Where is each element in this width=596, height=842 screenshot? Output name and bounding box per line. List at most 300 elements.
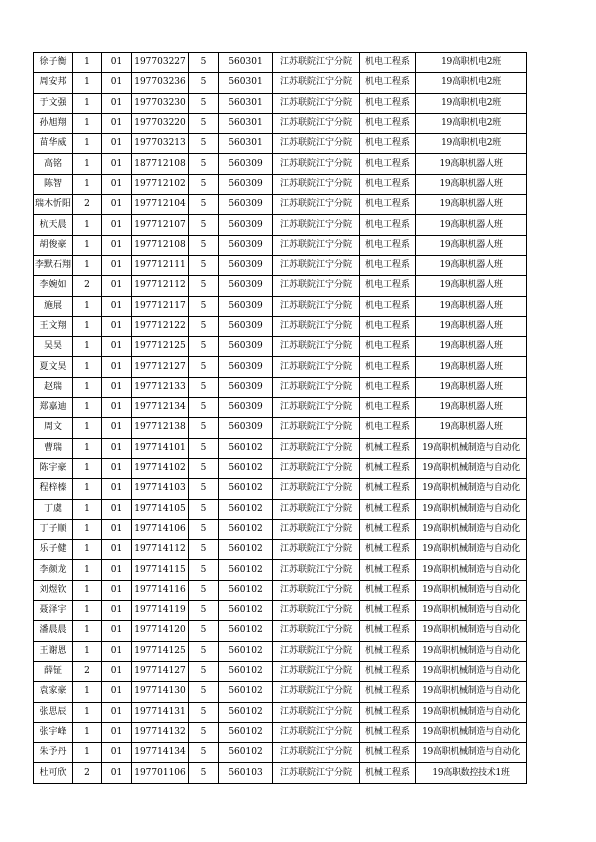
class-cell: 19高职机械制造与自动化 <box>416 560 527 580</box>
gender-cell: 1 <box>73 255 102 275</box>
student-id-cell: 197714130 <box>132 682 189 702</box>
class-cell: 19高职机器人班 <box>416 398 527 418</box>
class-cell: 19高职机器人班 <box>416 316 527 336</box>
class-cell: 19高职机器人班 <box>416 235 527 255</box>
years-cell: 5 <box>189 134 219 154</box>
table-row <box>34 113 527 133</box>
gender-cell: 1 <box>73 702 102 722</box>
name-cell: 聂泽宇 <box>34 601 73 621</box>
gender-cell: 1 <box>73 458 102 478</box>
department-cell: 机电工程系 <box>360 195 416 215</box>
class-cell: 19高职机器人班 <box>416 418 527 438</box>
campus-cell: 江苏联院江宁分院 <box>273 540 360 560</box>
gender-cell: 1 <box>73 113 102 133</box>
student-id-cell: 187712108 <box>132 154 189 174</box>
code-cell: 01 <box>102 702 132 722</box>
department-cell: 机械工程系 <box>360 722 416 742</box>
gender-cell: 1 <box>73 93 102 113</box>
table-row <box>34 377 527 397</box>
class-cell: 19高职机器人班 <box>416 296 527 316</box>
code-cell: 01 <box>102 722 132 742</box>
code-cell: 01 <box>102 743 132 763</box>
code-cell: 01 <box>102 682 132 702</box>
table-body <box>34 53 527 784</box>
gender-cell: 2 <box>73 763 102 783</box>
table-row <box>34 580 527 600</box>
student-id-cell: 197714101 <box>132 438 189 458</box>
code-cell: 01 <box>102 763 132 783</box>
gender-cell: 1 <box>73 235 102 255</box>
table-row <box>34 458 527 478</box>
campus-cell: 江苏联院江宁分院 <box>273 154 360 174</box>
years-cell: 5 <box>189 195 219 215</box>
major-code-cell: 560102 <box>219 601 273 621</box>
major-code-cell: 560309 <box>219 235 273 255</box>
name-cell: 高铭 <box>34 154 73 174</box>
gender-cell: 1 <box>73 601 102 621</box>
department-cell: 机械工程系 <box>360 438 416 458</box>
campus-cell: 江苏联院江宁分院 <box>273 458 360 478</box>
campus-cell: 江苏联院江宁分院 <box>273 661 360 681</box>
major-code-cell: 560102 <box>219 621 273 641</box>
code-cell: 01 <box>102 601 132 621</box>
department-cell: 机电工程系 <box>360 316 416 336</box>
table-row <box>34 661 527 681</box>
class-cell: 19高职机械制造与自动化 <box>416 519 527 539</box>
name-cell: 李颜龙 <box>34 560 73 580</box>
department-cell: 机械工程系 <box>360 458 416 478</box>
code-cell: 01 <box>102 134 132 154</box>
name-cell: 胡俊豪 <box>34 235 73 255</box>
department-cell: 机械工程系 <box>360 702 416 722</box>
campus-cell: 江苏联院江宁分院 <box>273 113 360 133</box>
department-cell: 机电工程系 <box>360 215 416 235</box>
table-row <box>34 641 527 661</box>
campus-cell: 江苏联院江宁分院 <box>273 702 360 722</box>
code-cell: 01 <box>102 458 132 478</box>
table-row <box>34 296 527 316</box>
campus-cell: 江苏联院江宁分院 <box>273 316 360 336</box>
code-cell: 01 <box>102 195 132 215</box>
class-cell: 19高职机械制造与自动化 <box>416 621 527 641</box>
campus-cell: 江苏联院江宁分院 <box>273 621 360 641</box>
student-id-cell: 197703227 <box>132 53 189 73</box>
code-cell: 01 <box>102 418 132 438</box>
department-cell: 机械工程系 <box>360 580 416 600</box>
class-cell: 19高职机器人班 <box>416 255 527 275</box>
campus-cell: 江苏联院江宁分院 <box>273 682 360 702</box>
class-cell: 19高职机械制造与自动化 <box>416 479 527 499</box>
years-cell: 5 <box>189 458 219 478</box>
department-cell: 机电工程系 <box>360 276 416 296</box>
student-id-cell: 197714131 <box>132 702 189 722</box>
campus-cell: 江苏联院江宁分院 <box>273 398 360 418</box>
code-cell: 01 <box>102 276 132 296</box>
table-row <box>34 316 527 336</box>
gender-cell: 1 <box>73 357 102 377</box>
campus-cell: 江苏联院江宁分院 <box>273 601 360 621</box>
class-cell: 19高职数控技术1班 <box>416 763 527 783</box>
years-cell: 5 <box>189 113 219 133</box>
department-cell: 机电工程系 <box>360 418 416 438</box>
major-code-cell: 560309 <box>219 195 273 215</box>
code-cell: 01 <box>102 93 132 113</box>
campus-cell: 江苏联院江宁分院 <box>273 174 360 194</box>
student-id-cell: 197712122 <box>132 316 189 336</box>
student-id-cell: 197712107 <box>132 215 189 235</box>
major-code-cell: 560309 <box>219 316 273 336</box>
name-cell: 张思辰 <box>34 702 73 722</box>
campus-cell: 江苏联院江宁分院 <box>273 499 360 519</box>
table-row <box>34 174 527 194</box>
name-cell: 徐子衡 <box>34 53 73 73</box>
code-cell: 01 <box>102 479 132 499</box>
major-code-cell: 560102 <box>219 438 273 458</box>
campus-cell: 江苏联院江宁分院 <box>273 580 360 600</box>
major-code-cell: 560103 <box>219 763 273 783</box>
class-cell: 19高职机器人班 <box>416 276 527 296</box>
campus-cell: 江苏联院江宁分院 <box>273 195 360 215</box>
campus-cell: 江苏联院江宁分院 <box>273 255 360 275</box>
table-row <box>34 357 527 377</box>
table-row <box>34 276 527 296</box>
campus-cell: 江苏联院江宁分院 <box>273 235 360 255</box>
name-cell: 施展 <box>34 296 73 316</box>
table-row <box>34 398 527 418</box>
years-cell: 5 <box>189 316 219 336</box>
code-cell: 01 <box>102 235 132 255</box>
student-id-cell: 197714134 <box>132 743 189 763</box>
code-cell: 01 <box>102 174 132 194</box>
major-code-cell: 560309 <box>219 337 273 357</box>
table-row <box>34 73 527 93</box>
class-cell: 19高职机器人班 <box>416 215 527 235</box>
gender-cell: 1 <box>73 641 102 661</box>
student-id-cell: 197712112 <box>132 276 189 296</box>
department-cell: 机械工程系 <box>360 479 416 499</box>
name-cell: 周安邦 <box>34 73 73 93</box>
department-cell: 机械工程系 <box>360 519 416 539</box>
campus-cell: 江苏联院江宁分院 <box>273 722 360 742</box>
name-cell: 刘煜钦 <box>34 580 73 600</box>
gender-cell: 1 <box>73 73 102 93</box>
class-cell: 19高职机电2班 <box>416 134 527 154</box>
department-cell: 机电工程系 <box>360 93 416 113</box>
major-code-cell: 560102 <box>219 661 273 681</box>
major-code-cell: 560102 <box>219 722 273 742</box>
table-row <box>34 479 527 499</box>
years-cell: 5 <box>189 418 219 438</box>
campus-cell: 江苏联院江宁分院 <box>273 73 360 93</box>
class-cell: 19高职机电2班 <box>416 93 527 113</box>
code-cell: 01 <box>102 255 132 275</box>
code-cell: 01 <box>102 438 132 458</box>
student-id-cell: 197712117 <box>132 296 189 316</box>
major-code-cell: 560102 <box>219 458 273 478</box>
gender-cell: 1 <box>73 337 102 357</box>
class-cell: 19高职机械制造与自动化 <box>416 499 527 519</box>
campus-cell: 江苏联院江宁分院 <box>273 418 360 438</box>
major-code-cell: 560309 <box>219 276 273 296</box>
student-id-cell: 197712134 <box>132 398 189 418</box>
campus-cell: 江苏联院江宁分院 <box>273 438 360 458</box>
student-id-cell: 197712125 <box>132 337 189 357</box>
years-cell: 5 <box>189 398 219 418</box>
code-cell: 01 <box>102 215 132 235</box>
department-cell: 机械工程系 <box>360 499 416 519</box>
years-cell: 5 <box>189 215 219 235</box>
gender-cell: 1 <box>73 438 102 458</box>
student-id-cell: 197714116 <box>132 580 189 600</box>
years-cell: 5 <box>189 479 219 499</box>
name-cell: 于文强 <box>34 93 73 113</box>
class-cell: 19高职机械制造与自动化 <box>416 743 527 763</box>
class-cell: 19高职机械制造与自动化 <box>416 458 527 478</box>
name-cell: 郑嘉迪 <box>34 398 73 418</box>
gender-cell: 1 <box>73 377 102 397</box>
gender-cell: 1 <box>73 479 102 499</box>
major-code-cell: 560301 <box>219 53 273 73</box>
campus-cell: 江苏联院江宁分院 <box>273 215 360 235</box>
years-cell: 5 <box>189 702 219 722</box>
class-cell: 19高职机械制造与自动化 <box>416 682 527 702</box>
table-row <box>34 540 527 560</box>
code-cell: 01 <box>102 540 132 560</box>
gender-cell: 2 <box>73 661 102 681</box>
table-row <box>34 93 527 113</box>
class-cell: 19高职机器人班 <box>416 337 527 357</box>
years-cell: 5 <box>189 235 219 255</box>
table-row <box>34 154 527 174</box>
table-row <box>34 195 527 215</box>
name-cell: 杜可欣 <box>34 763 73 783</box>
gender-cell: 1 <box>73 418 102 438</box>
major-code-cell: 560301 <box>219 134 273 154</box>
department-cell: 机电工程系 <box>360 377 416 397</box>
years-cell: 5 <box>189 682 219 702</box>
department-cell: 机械工程系 <box>360 540 416 560</box>
student-roster-table <box>33 52 527 784</box>
campus-cell: 江苏联院江宁分院 <box>273 479 360 499</box>
student-id-cell: 197703213 <box>132 134 189 154</box>
name-cell: 潘晨晨 <box>34 621 73 641</box>
student-id-cell: 197712102 <box>132 174 189 194</box>
major-code-cell: 560309 <box>219 418 273 438</box>
class-cell: 19高职机械制造与自动化 <box>416 540 527 560</box>
campus-cell: 江苏联院江宁分院 <box>273 93 360 113</box>
gender-cell: 1 <box>73 316 102 336</box>
student-id-cell: 197703220 <box>132 113 189 133</box>
name-cell: 杭天晨 <box>34 215 73 235</box>
years-cell: 5 <box>189 499 219 519</box>
department-cell: 机电工程系 <box>360 154 416 174</box>
table-row <box>34 235 527 255</box>
table-row <box>34 682 527 702</box>
code-cell: 01 <box>102 661 132 681</box>
table-row <box>34 215 527 235</box>
years-cell: 5 <box>189 53 219 73</box>
class-cell: 19高职机械制造与自动化 <box>416 702 527 722</box>
gender-cell: 1 <box>73 154 102 174</box>
years-cell: 5 <box>189 73 219 93</box>
table-row <box>34 519 527 539</box>
name-cell: 乐子健 <box>34 540 73 560</box>
student-id-cell: 197714106 <box>132 519 189 539</box>
department-cell: 机电工程系 <box>360 73 416 93</box>
code-cell: 01 <box>102 154 132 174</box>
student-id-cell: 197714105 <box>132 499 189 519</box>
table-row <box>34 763 527 783</box>
table-row <box>34 438 527 458</box>
department-cell: 机械工程系 <box>360 621 416 641</box>
name-cell: 周文 <box>34 418 73 438</box>
major-code-cell: 560102 <box>219 702 273 722</box>
campus-cell: 江苏联院江宁分院 <box>273 276 360 296</box>
name-cell: 王文翔 <box>34 316 73 336</box>
major-code-cell: 560102 <box>219 580 273 600</box>
major-code-cell: 560301 <box>219 73 273 93</box>
name-cell: 瑞木忻阳 <box>34 195 73 215</box>
department-cell: 机电工程系 <box>360 53 416 73</box>
department-cell: 机械工程系 <box>360 601 416 621</box>
campus-cell: 江苏联院江宁分院 <box>273 337 360 357</box>
class-cell: 19高职机器人班 <box>416 357 527 377</box>
name-cell: 张宇峰 <box>34 722 73 742</box>
department-cell: 机电工程系 <box>360 174 416 194</box>
table-row <box>34 621 527 641</box>
major-code-cell: 560309 <box>219 398 273 418</box>
code-cell: 01 <box>102 621 132 641</box>
years-cell: 5 <box>189 743 219 763</box>
gender-cell: 2 <box>73 276 102 296</box>
code-cell: 01 <box>102 377 132 397</box>
department-cell: 机械工程系 <box>360 560 416 580</box>
table-row <box>34 560 527 580</box>
student-id-cell: 197714119 <box>132 601 189 621</box>
name-cell: 朱予丹 <box>34 743 73 763</box>
name-cell: 丁虞 <box>34 499 73 519</box>
major-code-cell: 560102 <box>219 641 273 661</box>
table-row <box>34 499 527 519</box>
table-row <box>34 337 527 357</box>
major-code-cell: 560309 <box>219 377 273 397</box>
department-cell: 机电工程系 <box>360 134 416 154</box>
code-cell: 01 <box>102 499 132 519</box>
department-cell: 机电工程系 <box>360 398 416 418</box>
name-cell: 袁家豪 <box>34 682 73 702</box>
student-id-cell: 197714127 <box>132 661 189 681</box>
class-cell: 19高职机电2班 <box>416 73 527 93</box>
class-cell: 19高职机器人班 <box>416 377 527 397</box>
class-cell: 19高职机械制造与自动化 <box>416 438 527 458</box>
code-cell: 01 <box>102 316 132 336</box>
years-cell: 5 <box>189 438 219 458</box>
student-id-cell: 197703236 <box>132 73 189 93</box>
student-id-cell: 197714102 <box>132 458 189 478</box>
major-code-cell: 560102 <box>219 499 273 519</box>
code-cell: 01 <box>102 519 132 539</box>
years-cell: 5 <box>189 377 219 397</box>
years-cell: 5 <box>189 580 219 600</box>
gender-cell: 1 <box>73 215 102 235</box>
major-code-cell: 560301 <box>219 93 273 113</box>
years-cell: 5 <box>189 357 219 377</box>
name-cell: 夏文昊 <box>34 357 73 377</box>
major-code-cell: 560309 <box>219 255 273 275</box>
student-id-cell: 197714112 <box>132 540 189 560</box>
name-cell: 王谢恩 <box>34 641 73 661</box>
name-cell: 李默石翔 <box>34 255 73 275</box>
years-cell: 5 <box>189 763 219 783</box>
major-code-cell: 560102 <box>219 479 273 499</box>
name-cell: 程梓榛 <box>34 479 73 499</box>
years-cell: 5 <box>189 621 219 641</box>
gender-cell: 1 <box>73 621 102 641</box>
years-cell: 5 <box>189 296 219 316</box>
years-cell: 5 <box>189 255 219 275</box>
student-id-cell: 197714103 <box>132 479 189 499</box>
major-code-cell: 560102 <box>219 682 273 702</box>
table-row <box>34 601 527 621</box>
student-id-cell: 197712133 <box>132 377 189 397</box>
gender-cell: 1 <box>73 134 102 154</box>
student-id-cell: 197714115 <box>132 560 189 580</box>
code-cell: 01 <box>102 398 132 418</box>
name-cell: 孙旭翔 <box>34 113 73 133</box>
student-id-cell: 197701106 <box>132 763 189 783</box>
code-cell: 01 <box>102 113 132 133</box>
campus-cell: 江苏联院江宁分院 <box>273 296 360 316</box>
campus-cell: 江苏联院江宁分院 <box>273 377 360 397</box>
gender-cell: 1 <box>73 174 102 194</box>
gender-cell: 1 <box>73 540 102 560</box>
campus-cell: 江苏联院江宁分院 <box>273 560 360 580</box>
student-id-cell: 197712108 <box>132 235 189 255</box>
class-cell: 19高职机械制造与自动化 <box>416 641 527 661</box>
campus-cell: 江苏联院江宁分院 <box>273 134 360 154</box>
table-row <box>34 255 527 275</box>
department-cell: 机械工程系 <box>360 641 416 661</box>
gender-cell: 1 <box>73 743 102 763</box>
code-cell: 01 <box>102 296 132 316</box>
years-cell: 5 <box>189 560 219 580</box>
major-code-cell: 560102 <box>219 540 273 560</box>
department-cell: 机电工程系 <box>360 255 416 275</box>
department-cell: 机电工程系 <box>360 113 416 133</box>
years-cell: 5 <box>189 601 219 621</box>
gender-cell: 1 <box>73 560 102 580</box>
campus-cell: 江苏联院江宁分院 <box>273 357 360 377</box>
years-cell: 5 <box>189 154 219 174</box>
major-code-cell: 560102 <box>219 743 273 763</box>
table-row <box>34 702 527 722</box>
major-code-cell: 560309 <box>219 215 273 235</box>
campus-cell: 江苏联院江宁分院 <box>273 641 360 661</box>
student-id-cell: 197712111 <box>132 255 189 275</box>
years-cell: 5 <box>189 722 219 742</box>
gender-cell: 1 <box>73 519 102 539</box>
table-row <box>34 53 527 73</box>
years-cell: 5 <box>189 661 219 681</box>
student-id-cell: 197714125 <box>132 641 189 661</box>
department-cell: 机械工程系 <box>360 763 416 783</box>
department-cell: 机械工程系 <box>360 682 416 702</box>
student-id-cell: 197714132 <box>132 722 189 742</box>
years-cell: 5 <box>189 519 219 539</box>
name-cell: 曹瑞 <box>34 438 73 458</box>
department-cell: 机械工程系 <box>360 743 416 763</box>
campus-cell: 江苏联院江宁分院 <box>273 53 360 73</box>
